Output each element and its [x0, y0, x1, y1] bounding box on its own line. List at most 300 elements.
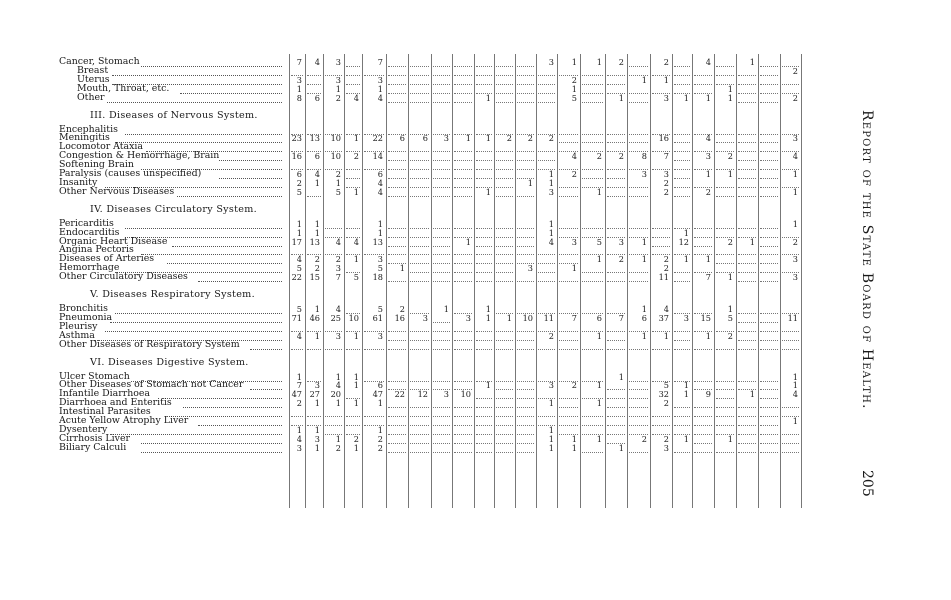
leader-dots	[105, 330, 282, 332]
empty-cell-dots	[433, 330, 450, 332]
empty-cell-dots	[325, 415, 342, 417]
empty-cell-dots	[760, 92, 778, 94]
empty-cell-dots	[517, 433, 534, 435]
empty-cell-dots	[738, 321, 756, 323]
table-cell: 1	[727, 169, 733, 179]
empty-cell-dots	[496, 92, 513, 94]
table-cell: 1	[705, 169, 711, 179]
empty-cell-dots	[496, 195, 513, 197]
empty-cell-dots	[388, 348, 406, 350]
table-cell: 32	[658, 389, 669, 400]
empty-cell-dots	[410, 83, 429, 85]
empty-cell-dots	[346, 227, 360, 229]
row-label: Pericarditis	[59, 217, 114, 229]
empty-cell-dots	[433, 159, 450, 161]
empty-cell-dots	[716, 262, 734, 264]
leader-dots	[125, 227, 282, 229]
empty-cell-dots	[517, 101, 534, 103]
table-cell: 1	[571, 57, 577, 67]
empty-cell-dots	[476, 74, 492, 76]
table-cell: 2	[792, 92, 798, 103]
empty-cell-dots	[559, 253, 578, 255]
table-cell: 47	[291, 389, 302, 400]
table-cell: 1	[683, 389, 689, 400]
empty-cell-dots	[454, 253, 472, 255]
table-cell: 2	[727, 151, 733, 162]
empty-cell-dots	[454, 150, 472, 152]
empty-cell-dots	[496, 330, 513, 332]
table-cell: 1	[705, 254, 711, 265]
empty-cell-dots	[454, 280, 472, 282]
empty-cell-dots	[607, 397, 625, 399]
empty-cell-dots	[388, 74, 406, 76]
empty-cell-dots	[496, 236, 513, 238]
table-cell: 1	[485, 133, 491, 144]
table-cell: 1	[353, 254, 359, 265]
table-cell: 1	[485, 186, 491, 197]
empty-cell-dots	[760, 280, 778, 282]
empty-cell-dots	[738, 406, 756, 408]
empty-cell-dots	[716, 406, 734, 408]
empty-cell-dots	[517, 388, 534, 390]
empty-cell-dots	[607, 168, 625, 170]
empty-cell-dots	[410, 442, 429, 444]
table-cell: 11	[658, 272, 669, 283]
empty-cell-dots	[674, 330, 690, 332]
empty-cell-dots	[410, 168, 429, 170]
empty-cell-dots	[496, 280, 513, 282]
row-label: Softening Brain	[59, 159, 134, 171]
empty-cell-dots	[716, 133, 734, 135]
table-cell: 6	[596, 312, 602, 323]
table-cell: 1	[596, 398, 602, 409]
table-cell: 3	[314, 433, 320, 444]
empty-cell-dots	[760, 312, 778, 314]
leader-dots	[180, 92, 282, 94]
empty-cell-dots	[433, 380, 450, 382]
empty-cell-dots	[476, 227, 492, 229]
empty-cell-dots	[496, 83, 513, 85]
table-cell: 5	[377, 304, 383, 314]
table-cell: 1	[571, 263, 577, 274]
table-cell: 1	[548, 227, 554, 238]
empty-cell-dots	[674, 348, 690, 350]
empty-cell-dots	[388, 245, 406, 247]
empty-cell-dots	[517, 83, 534, 85]
empty-cell-dots	[559, 133, 578, 135]
empty-cell-dots	[694, 415, 712, 417]
row-label: Other Diseases of Stomach not Cancer	[59, 379, 244, 391]
empty-cell-dots	[454, 415, 472, 417]
table-cell: 7	[571, 312, 577, 323]
table-cell: 3	[548, 57, 554, 67]
column-rule	[431, 54, 432, 508]
empty-cell-dots	[738, 339, 756, 341]
empty-cell-dots	[607, 424, 625, 426]
empty-cell-dots	[496, 406, 513, 408]
empty-cell-dots	[410, 380, 429, 382]
empty-cell-dots	[307, 83, 321, 85]
empty-cell-dots	[454, 101, 472, 103]
table-cell: 2	[792, 65, 798, 76]
empty-cell-dots	[476, 433, 492, 435]
table-cell: 4	[296, 254, 302, 265]
empty-cell-dots	[496, 442, 513, 444]
row-label: Bronchitis	[59, 303, 108, 314]
column-rule	[605, 54, 606, 508]
table-cell: 3	[377, 330, 383, 341]
empty-cell-dots	[559, 186, 578, 188]
table-cell: 3	[641, 169, 647, 179]
empty-cell-dots	[582, 74, 603, 76]
table-cell: 4	[314, 57, 320, 67]
empty-cell-dots	[346, 168, 360, 170]
table-cell: 12	[678, 236, 689, 247]
table-cell: 2	[727, 330, 733, 341]
table-cell: 5	[335, 186, 341, 197]
table-cell: 2	[792, 236, 798, 247]
empty-cell-dots	[476, 83, 492, 85]
table-cell: 1	[527, 177, 533, 188]
table-cell: 1	[548, 218, 554, 229]
empty-cell-dots	[674, 141, 690, 143]
table-cell: 2	[727, 236, 733, 247]
table-cell: 4	[705, 133, 711, 144]
table-cell: 1	[749, 389, 755, 400]
table-cell: 13	[372, 236, 383, 247]
table-cell: 17	[291, 236, 302, 247]
empty-cell-dots	[410, 74, 429, 76]
table-cell: 2	[618, 254, 624, 265]
empty-cell-dots	[582, 280, 603, 282]
table-cell: 1	[727, 83, 733, 94]
table-cell: 7	[296, 57, 302, 67]
table-cell: 1	[377, 83, 383, 94]
table-cell: 1	[296, 218, 302, 229]
column-rule	[494, 54, 495, 508]
empty-cell-dots	[738, 280, 756, 282]
empty-cell-dots	[607, 133, 625, 135]
row-label: Biliary Calculi	[59, 441, 127, 453]
table-cell: 14	[372, 151, 383, 162]
empty-cell-dots	[760, 141, 778, 143]
empty-cell-dots	[517, 380, 534, 382]
row-label: Meningitis	[59, 132, 110, 144]
table-cell: 5	[296, 186, 302, 197]
empty-cell-dots	[738, 424, 756, 426]
section-heading: VI. Diseases Digestive System.	[90, 356, 249, 368]
table-cell: 2	[377, 442, 383, 453]
empty-cell-dots	[433, 433, 450, 435]
leader-dots	[167, 262, 282, 264]
empty-cell-dots	[454, 195, 472, 197]
table-cell: 1	[596, 254, 602, 265]
empty-cell-dots	[782, 83, 799, 85]
empty-cell-dots	[738, 348, 756, 350]
table-cell: 1	[377, 218, 383, 229]
empty-cell-dots	[454, 330, 472, 332]
table-cell: 1	[571, 433, 577, 444]
empty-cell-dots	[517, 227, 534, 229]
empty-cell-dots	[582, 424, 603, 426]
table-cell: 3	[618, 236, 624, 247]
table-cell: 2	[663, 57, 669, 67]
table-cell: 1	[314, 218, 320, 229]
empty-cell-dots	[476, 348, 492, 350]
empty-cell-dots	[674, 195, 690, 197]
empty-cell-dots	[738, 271, 756, 273]
table-cell: 1	[548, 398, 554, 409]
empty-cell-dots	[760, 227, 778, 229]
table-cell: 20	[330, 389, 341, 400]
empty-cell-dots	[582, 271, 603, 273]
table-cell: 2	[377, 433, 383, 444]
empty-cell-dots	[538, 415, 555, 417]
leader-dots	[250, 388, 282, 390]
empty-cell-dots	[433, 74, 450, 76]
empty-cell-dots	[388, 195, 406, 197]
empty-cell-dots	[410, 101, 429, 103]
table-cell: 6	[399, 133, 405, 144]
empty-cell-dots	[346, 177, 360, 179]
empty-cell-dots	[607, 339, 625, 341]
table-cell: 2	[353, 151, 359, 162]
empty-cell-dots	[410, 92, 429, 94]
empty-cell-dots	[694, 380, 712, 382]
empty-cell-dots	[760, 150, 778, 152]
empty-cell-dots	[325, 424, 342, 426]
table-cell: 8	[296, 92, 302, 103]
table-cell: 2	[296, 398, 302, 409]
empty-cell-dots	[674, 150, 690, 152]
empty-cell-dots	[388, 406, 406, 408]
empty-cell-dots	[307, 415, 321, 417]
table-cell: 4	[353, 92, 359, 103]
empty-cell-dots	[410, 65, 429, 67]
empty-cell-dots	[760, 74, 778, 76]
empty-cell-dots	[716, 388, 734, 390]
empty-cell-dots	[782, 348, 799, 350]
empty-cell-dots	[433, 227, 450, 229]
empty-cell-dots	[738, 177, 756, 179]
empty-cell-dots	[517, 442, 534, 444]
empty-cell-dots	[582, 451, 603, 453]
empty-cell-dots	[476, 406, 492, 408]
empty-cell-dots	[517, 159, 534, 161]
empty-cell-dots	[346, 83, 360, 85]
empty-cell-dots	[433, 262, 450, 264]
empty-cell-dots	[433, 92, 450, 94]
row-label: Endocarditis	[59, 226, 120, 238]
table-cell: 1	[296, 371, 302, 382]
table-cell: 1	[548, 442, 554, 453]
table-cell: 2	[663, 263, 669, 274]
table-cell: 1	[353, 371, 359, 382]
table-cell: 5	[296, 304, 302, 314]
table-cell: 2	[663, 433, 669, 444]
empty-cell-dots	[496, 424, 513, 426]
empty-cell-dots	[496, 415, 513, 417]
empty-cell-dots	[388, 380, 406, 382]
table-cell: 1	[596, 57, 602, 67]
empty-cell-dots	[782, 442, 799, 444]
section-heading: III. Diseases of Nervous System.	[90, 109, 258, 121]
empty-cell-dots	[607, 330, 625, 332]
empty-cell-dots	[496, 253, 513, 255]
table-cell: 1	[618, 371, 624, 382]
empty-cell-dots	[782, 433, 799, 435]
empty-cell-dots	[738, 186, 756, 188]
table-cell: 1	[485, 312, 491, 323]
table-cell: 1	[727, 433, 733, 444]
row-label: Other Circulatory Diseases	[59, 271, 188, 283]
table-cell: 1	[683, 380, 689, 391]
empty-cell-dots	[607, 186, 625, 188]
leader-dots	[141, 253, 282, 255]
row-label: Diarrhoea and Enteritis	[59, 397, 172, 409]
empty-cell-dots	[496, 159, 513, 161]
empty-cell-dots	[476, 271, 492, 273]
empty-cell-dots	[454, 424, 472, 426]
empty-cell-dots	[629, 380, 648, 382]
empty-cell-dots	[760, 321, 778, 323]
empty-cell-dots	[760, 195, 778, 197]
empty-cell-dots	[454, 433, 472, 435]
table-cell: 4	[705, 57, 711, 67]
empty-cell-dots	[582, 133, 603, 135]
empty-cell-dots	[760, 271, 778, 273]
table-cell: 2	[527, 133, 533, 144]
table-cell: 1	[641, 304, 647, 314]
table-cell: 5	[353, 272, 359, 283]
empty-cell-dots	[652, 415, 670, 417]
table-cell: 1	[465, 236, 471, 247]
table-cell: 2	[548, 330, 554, 341]
empty-cell-dots	[433, 101, 450, 103]
empty-cell-dots	[738, 150, 756, 152]
row-label: Intestinal Parasites	[59, 406, 151, 418]
table-cell: 47	[372, 389, 383, 400]
empty-cell-dots	[760, 406, 778, 408]
table-cell: 7	[663, 151, 669, 162]
empty-cell-dots	[559, 195, 578, 197]
empty-cell-dots	[388, 168, 406, 170]
empty-cell-dots	[476, 159, 492, 161]
empty-cell-dots	[454, 451, 472, 453]
row-label: Pneumonia	[59, 311, 113, 323]
column-rule	[801, 54, 802, 508]
row-label: Breast	[77, 64, 109, 76]
table-cell: 2	[399, 304, 405, 314]
column-rule	[758, 54, 759, 508]
empty-cell-dots	[476, 280, 492, 282]
empty-cell-dots	[496, 339, 513, 341]
leader-dots	[172, 245, 282, 247]
empty-cell-dots	[496, 271, 513, 273]
empty-cell-dots	[652, 227, 670, 229]
empty-cell-dots	[346, 348, 360, 350]
empty-cell-dots	[674, 186, 690, 188]
table-cell: 9	[705, 389, 711, 400]
empty-cell-dots	[559, 424, 578, 426]
table-cell: 1	[377, 227, 383, 238]
table-cell: 22	[394, 389, 405, 400]
empty-cell-dots	[410, 159, 429, 161]
table-cell: 3	[296, 442, 302, 453]
table-cell: 1	[792, 380, 798, 391]
empty-cell-dots	[517, 195, 534, 197]
empty-cell-dots	[716, 227, 734, 229]
table-cell: 3	[663, 92, 669, 103]
row-label: Dysentery	[59, 423, 108, 435]
table-cell: 1	[663, 74, 669, 85]
empty-cell-dots	[674, 177, 690, 179]
empty-cell-dots	[433, 271, 450, 273]
empty-cell-dots	[496, 74, 513, 76]
empty-cell-dots	[674, 271, 690, 273]
empty-cell-dots	[517, 280, 534, 282]
empty-cell-dots	[476, 415, 492, 417]
table-cell: 6	[377, 169, 383, 179]
empty-cell-dots	[517, 397, 534, 399]
empty-cell-dots	[433, 415, 450, 417]
empty-cell-dots	[582, 92, 603, 94]
table-cell: 1	[443, 304, 449, 314]
table-cell: 3	[296, 74, 302, 85]
empty-cell-dots	[517, 245, 534, 247]
empty-cell-dots	[760, 380, 778, 382]
table-cell: 2	[618, 151, 624, 162]
table-cell: 1	[485, 92, 491, 103]
empty-cell-dots	[716, 451, 734, 453]
row-label: Asthma	[59, 329, 95, 341]
empty-cell-dots	[454, 186, 472, 188]
table-cell: 1	[314, 398, 320, 409]
empty-cell-dots	[738, 195, 756, 197]
empty-cell-dots	[760, 330, 778, 332]
empty-cell-dots	[694, 424, 712, 426]
table-cell: 1	[596, 186, 602, 197]
table-cell: 3	[548, 380, 554, 391]
row-label: Uterus	[77, 73, 110, 85]
empty-cell-dots	[629, 451, 648, 453]
empty-cell-dots	[738, 141, 756, 143]
empty-cell-dots	[559, 227, 578, 229]
table-cell: 3	[792, 272, 798, 283]
leader-dots	[110, 321, 282, 323]
empty-cell-dots	[538, 150, 555, 152]
empty-cell-dots	[694, 442, 712, 444]
empty-cell-dots	[410, 227, 429, 229]
table-cell: 3	[377, 74, 383, 85]
empty-cell-dots	[476, 65, 492, 67]
table-cell: 5	[296, 263, 302, 274]
empty-cell-dots	[454, 380, 472, 382]
table-cell: 4	[296, 433, 302, 444]
table-cell: 5	[377, 263, 383, 274]
empty-cell-dots	[607, 195, 625, 197]
empty-cell-dots	[476, 168, 492, 170]
table-cell: 6	[641, 312, 647, 323]
empty-cell-dots	[388, 150, 406, 152]
empty-cell-dots	[433, 177, 450, 179]
empty-cell-dots	[738, 330, 756, 332]
empty-cell-dots	[716, 424, 734, 426]
table-cell: 1	[641, 236, 647, 247]
table-cell: 3	[422, 312, 428, 323]
table-cell: 1	[353, 442, 359, 453]
table-cell: 1	[377, 398, 383, 409]
